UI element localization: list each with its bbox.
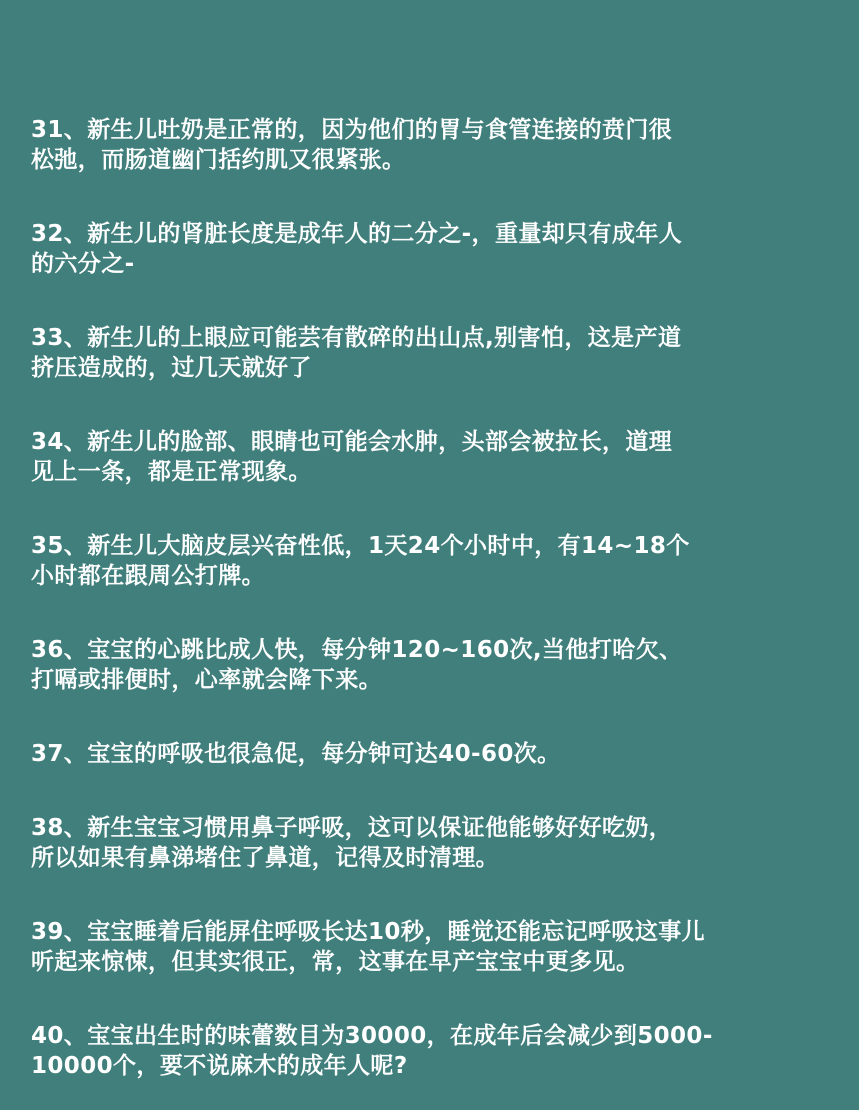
fact-item-38 bbox=[31, 813, 829, 873]
fact-item-35 bbox=[31, 531, 829, 591]
fact-line: 听起来惊悚，但其实很正，常，这事在早产宝宝中更多见。 bbox=[31, 949, 640, 975]
fact-item-32 bbox=[31, 219, 829, 279]
fact-line: 小时都在跟周公打牌。 bbox=[31, 563, 265, 589]
fact-line: 31、新生儿吐奶是正常的，因为他们的胃与食管连接的贲门很 bbox=[31, 117, 673, 143]
fact-item-31 bbox=[31, 115, 829, 175]
fact-item-33 bbox=[31, 323, 829, 383]
fact-line: 10000个，要不说麻木的成年人呢? bbox=[31, 1053, 408, 1079]
fact-line: 40、宝宝出生时的味蕾数目为30000，在成年后会减少到5000- bbox=[31, 1023, 713, 1049]
fact-line: 38、新生宝宝习惯用鼻子呼吸，这可以保证他能够好好吃奶， bbox=[31, 815, 673, 841]
fact-line: 33、新生儿的上眼应可能芸有散碎的出山点,别害怕，这是产道 bbox=[31, 325, 682, 351]
fact-line: 34、新生儿的脸部、眼睛也可能会水肿，头部会被拉长，道理 bbox=[31, 429, 673, 455]
fact-item-40 bbox=[31, 1021, 829, 1081]
fact-line: 的六分之- bbox=[31, 251, 135, 277]
fact-line: 35、新生儿大脑皮层兴奋性低，1天24个小时中，有14~18个 bbox=[31, 533, 690, 559]
fact-line: 打嗝或排便时，心率就会降下来。 bbox=[31, 667, 382, 693]
fact-item-34 bbox=[31, 427, 829, 487]
fact-line: 32、新生儿的肾脏长度是成年人的二分之-，重量却只有成年人 bbox=[31, 221, 683, 247]
fact-item-39 bbox=[31, 917, 829, 977]
fact-line: 见上一条，都是正常现象。 bbox=[31, 459, 312, 485]
fact-line: 39、宝宝睡着后能屏住呼吸长达10秒，睡觉还能忘记呼吸这事儿 bbox=[31, 919, 706, 945]
fact-line: 36、宝宝的心跳比成人快，每分钟120~160次,当他打哈欠、 bbox=[31, 637, 683, 663]
fact-line: 挤压造成的，过几天就好了 bbox=[31, 355, 312, 381]
fact-line: 所以如果有鼻涕堵住了鼻道，记得及时清理。 bbox=[31, 845, 499, 871]
fact-item-36 bbox=[31, 635, 829, 695]
fact-item-37 bbox=[31, 739, 829, 769]
fact-line: 松弛，而肠道幽门括约肌又很紧张。 bbox=[31, 147, 406, 173]
fact-line: 37、宝宝的呼吸也很急促，每分钟可达40-60次。 bbox=[31, 741, 561, 767]
